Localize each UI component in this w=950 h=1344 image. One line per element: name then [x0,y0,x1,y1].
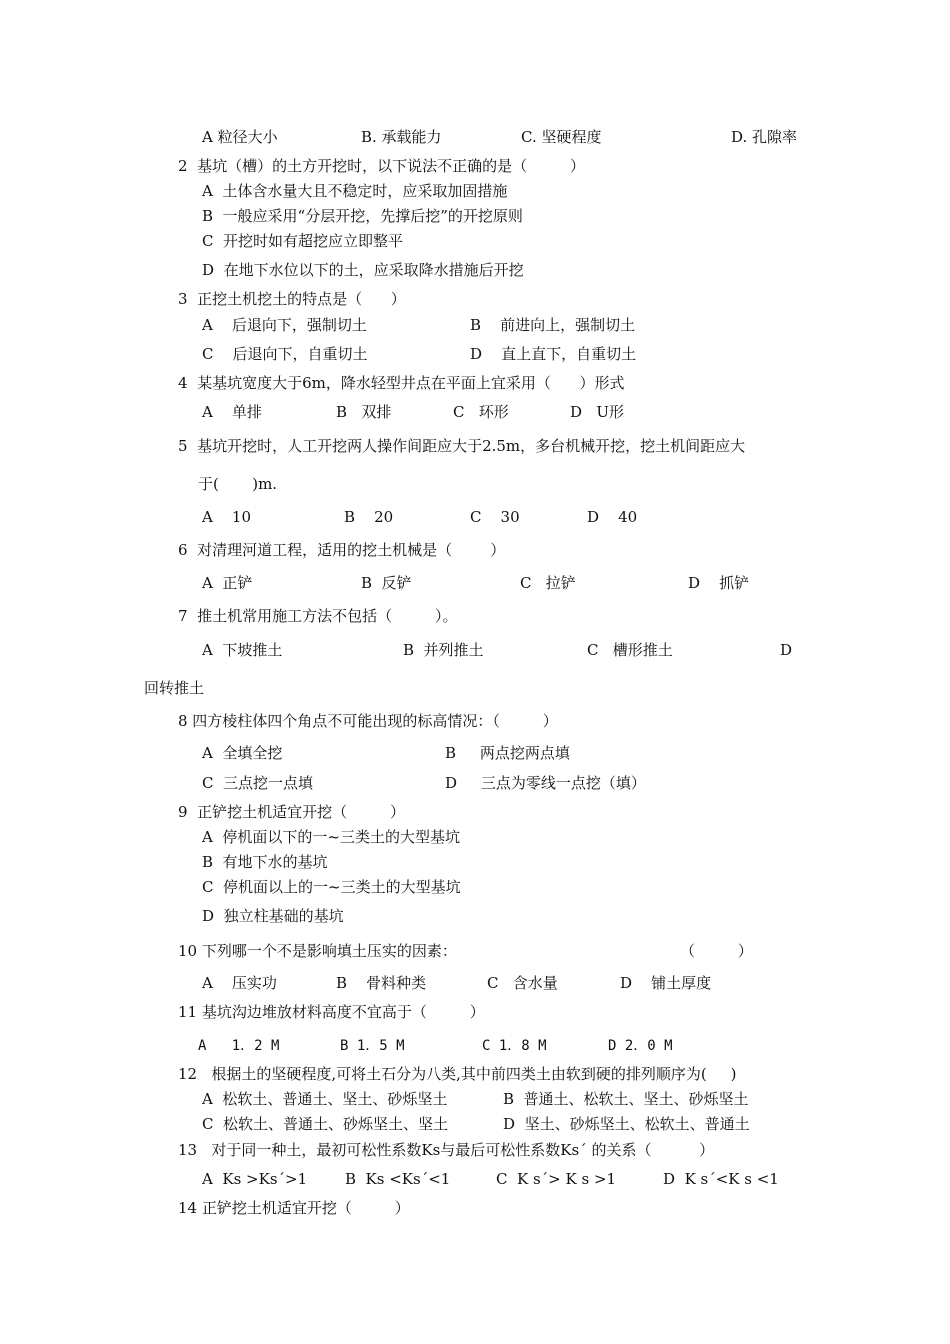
q10-option-a: A 压实功 [202,974,277,992]
q10-option-c: C 含水量 [487,974,558,992]
q4-option-d: D U形 [570,403,624,421]
q13-option-a: A Ks >Ks´>1 [202,1170,308,1188]
q7-option-a: A 下坡推土 [202,641,283,659]
q2-option-b: B 一般应采用“分层开挖，先撑后挖”的开挖原则 [202,207,523,225]
q11-option-c: C 1．8 M [482,1038,547,1054]
q8-option-b: B 两点挖两点填 [445,744,570,762]
q9-option-c: C 停机面以上的一~三类土的大型基坑 [202,878,461,896]
q7-stem: 7 推土机常用施工方法不包括（ ）。 [178,607,458,625]
q9-option-d: D 独立柱基础的基坑 [202,907,344,925]
q11-option-d: D 2．0 M [608,1038,673,1054]
q11-option-b: B 1．5 M [340,1038,405,1054]
q5-option-b: B 20 [344,508,394,526]
q3-option-d: D 直上直下，自重切土 [470,345,637,363]
q7-option-d-cont: 回转推土 [144,679,205,697]
q13-option-c: C K s´> K s >1 [496,1170,617,1188]
q1-option-b: B. 承载能力 [361,128,442,146]
q11-option-a: A 1．2 M [198,1038,280,1054]
q1-option-c: C. 坚硬程度 [521,128,602,146]
q2-option-c: C 开挖时如有超挖应立即整平 [202,232,404,250]
q6-option-d: D 抓铲 [688,574,750,592]
q13-option-b: B Ks <Ks´<1 [345,1170,451,1188]
q3-option-a: A 后退向下，强制切土 [202,316,367,334]
q5-option-c: C 30 [470,508,520,526]
q6-option-c: C 拉铲 [520,574,576,592]
q4-option-a: A 单排 [202,403,262,421]
q8-option-a: A 全填全挖 [202,744,283,762]
q9-option-a: A 停机面以下的一~三类土的大型基坑 [202,828,460,846]
q3-stem: 3 正挖土机挖土的特点是（ ） [178,290,406,308]
q10-option-d: D 铺土厚度 [620,974,712,992]
q4-option-b: B 双排 [336,403,392,421]
q4-stem: 4 某基坑宽度大于6m，降水轻型井点在平面上宜采用（ ）形式 [178,374,625,392]
q6-option-b: B 反铲 [361,574,412,592]
q4-option-c: C 环形 [453,403,509,421]
q2-stem: 2 基坑（槽）的土方开挖时，以下说法不正确的是（ ） [178,157,585,175]
q10-stem: 10 下列哪一个不是影响填土压实的因素： [178,942,457,960]
q6-stem: 6 对清理河道工程，适用的挖土机械是（ ） [178,541,506,559]
q10-blank: （ ） [680,942,753,960]
q8-option-c: C 三点挖一点填 [202,774,314,792]
q9-stem: 9 正铲挖土机适宜开挖（ ） [178,803,405,821]
q1-option-d: D. 孔隙率 [731,128,798,146]
q8-stem: 8 四方棱柱体四个角点不可能出现的标高情况：（ ） [178,712,558,730]
q5-stem-cont: 于( )m. [198,475,278,493]
q7-option-c: C 槽形推土 [587,641,673,659]
q12-option-a: A 松软土、普通土、坚土、砂烁坚土 [202,1090,448,1108]
q14-stem: 14 正铲挖土机适宜开挖（ ） [178,1199,410,1217]
q7-option-b: B 并列推土 [403,641,484,659]
q7-option-d: D [780,641,793,659]
q1-option-a: A 粒径大小 [202,128,278,146]
q8-option-d: D 三点为零线一点挖（填） [445,774,646,792]
q12-option-c: C 松软土、普通土、砂烁坚土、坚土 [202,1115,449,1133]
q12-option-d: D 坚土、砂烁坚土、松软土、普通土 [503,1115,750,1133]
q11-stem: 11 基坑沟边堆放材料高度不宜高于（ ） [178,1003,485,1021]
q5-option-a: A 10 [202,508,251,526]
q5-stem: 5 基坑开挖时，人工开挖两人操作间距应大于2.5m，多台机械开挖，挖土机间距应大 [178,437,746,455]
q13-option-d: D K s´<K s <1 [663,1170,779,1188]
q13-stem: 13 对于同一种土，最初可松性系数Ks与最后可松性系数Ks´ 的关系（ ） [178,1141,715,1159]
q2-option-d: D 在地下水位以下的土，应采取降水措施后开挖 [202,261,524,279]
q10-option-b: B 骨料种类 [336,974,427,992]
q12-option-b: B 普通土、松软土、坚土、砂烁坚土 [503,1090,749,1108]
q12-stem: 12 根据土的坚硬程度,可将土石分为八类,其中前四类土由软到硬的排列顺序为( ) [178,1065,737,1083]
q3-option-b: B 前进向上，强制切土 [470,316,636,334]
q9-option-b: B 有地下水的基坑 [202,853,328,871]
q3-option-c: C 后退向下，自重切土 [202,345,368,363]
q2-option-a: A 土体含水量大且不稳定时，应采取加固措施 [202,182,508,200]
q5-option-d: D 40 [587,508,638,526]
q6-option-a: A 正铲 [202,574,253,592]
